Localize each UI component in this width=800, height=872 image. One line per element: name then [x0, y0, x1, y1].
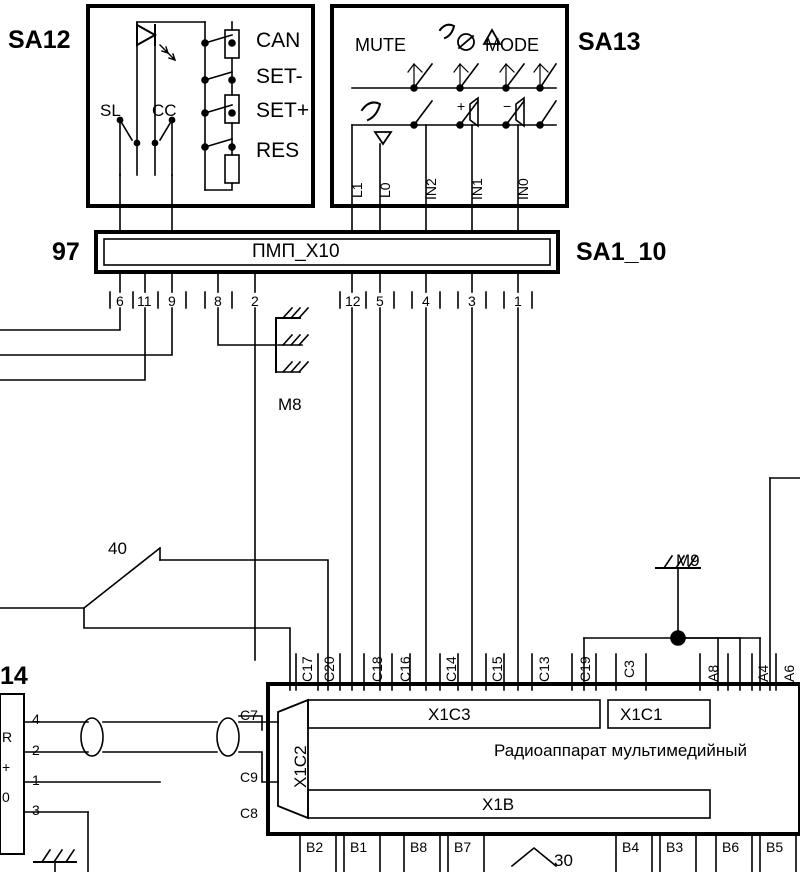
sa13-pin-in0: IN0 [515, 178, 531, 200]
x10-pin-1: 1 [514, 293, 522, 309]
radio-section-x1c2: X1C2 [291, 745, 310, 788]
wire-label-c7: C7 [240, 707, 258, 723]
radio-bottom-pin-b2: B2 [306, 839, 324, 855]
block-label-sa12: SA12 [8, 26, 71, 54]
left-block-mark-plus: + [2, 759, 11, 775]
ground-label-m9: M9 [676, 551, 700, 570]
radio-bottom-pin-b5: B5 [766, 839, 784, 855]
x10-pin-8: 8 [214, 293, 222, 309]
wire-label-c8: C8 [240, 805, 258, 821]
connector-number-97: 97 [52, 238, 80, 266]
sa12-signal-set-plus: SET+ [256, 99, 310, 122]
connector-name-pmp-x10: ПМП_X10 [252, 241, 340, 262]
ground-label-m8: M8 [278, 395, 302, 414]
radio-bottom-pin-b7: B7 [454, 839, 472, 855]
left-block-pin-2: 2 [32, 742, 40, 758]
radio-top-pin-a8: A8 [705, 664, 721, 682]
sa13-key-plus: + [457, 98, 466, 114]
radio-top-pin-c16: C16 [397, 656, 413, 682]
radio-top-pin-a6: A6 [781, 664, 797, 682]
radio-section-x1b: X1B [482, 795, 515, 814]
radio-section-x1c1: X1C1 [620, 705, 663, 724]
radio-bottom-pin-b8: B8 [410, 839, 428, 855]
radio-top-pin-c17: C17 [299, 656, 315, 682]
radio-top-pin-c3: C3 [621, 660, 637, 678]
x10-pin-3: 3 [468, 293, 476, 309]
x10-pin-6: 6 [116, 293, 124, 309]
sa13-label-mute: MUTE [355, 35, 406, 55]
radio-bottom-pin-b1: B1 [350, 839, 368, 855]
x10-pin-9: 9 [168, 293, 176, 309]
wire-label-c9: C9 [240, 769, 258, 785]
radio-bottom-pin-b6: B6 [722, 839, 740, 855]
sa12-pin-cc: CC [152, 101, 177, 120]
radio-top-pin-a4: A4 [755, 664, 771, 682]
sa12-signal-set-minus: SET- [256, 65, 303, 88]
sa13-label-mode: MODE [485, 35, 539, 55]
sa13-pin-l0: L0 [377, 182, 393, 198]
x10-pin-11: 11 [137, 293, 152, 309]
x10-pin-2: 2 [251, 293, 259, 309]
sa13-pin-l1: L1 [349, 182, 365, 198]
switch-label-40: 40 [108, 539, 127, 558]
radio-top-pin-c15: C15 [489, 656, 505, 682]
radio-section-x1c3: X1C3 [428, 705, 471, 724]
radio-top-pin-c18: C18 [369, 656, 385, 682]
sa12-signal-can: CAN [256, 29, 301, 52]
sa13-key-minus: − [503, 98, 512, 114]
sa13-pin-in2: IN2 [423, 178, 439, 200]
block-label-14: 14 [0, 662, 28, 690]
radio-top-pin-c14: C14 [443, 656, 459, 682]
left-block-mark-r: R [2, 729, 13, 745]
radio-bottom-pin-b3: B3 [666, 839, 684, 855]
radio-top-pin-c13: C13 [536, 656, 552, 682]
radio-unit-name: Радиоаппарат мультимедийный [494, 741, 747, 760]
x10-pin-5: 5 [376, 293, 384, 309]
switch-label-30: 30 [554, 851, 573, 870]
left-block-pin-1: 1 [32, 772, 40, 788]
left-block-pin-3: 3 [32, 802, 40, 818]
sa12-pin-sl: SL [100, 101, 121, 120]
block-label-sa13: SA13 [578, 28, 641, 56]
left-block-pin-4: 4 [32, 711, 40, 727]
sa13-pin-in1: IN1 [469, 178, 485, 200]
radio-top-pin-c20: C20 [321, 656, 337, 682]
x10-pin-12: 12 [345, 293, 361, 309]
sa12-signal-res: RES [256, 139, 300, 162]
radio-top-pin-c19: C19 [577, 656, 593, 682]
radio-bottom-pin-b4: B4 [622, 839, 640, 855]
left-block-mark-zero: 0 [2, 789, 10, 805]
x10-pin-4: 4 [422, 293, 430, 309]
connector-label-sa1-10: SA1_10 [576, 238, 667, 266]
